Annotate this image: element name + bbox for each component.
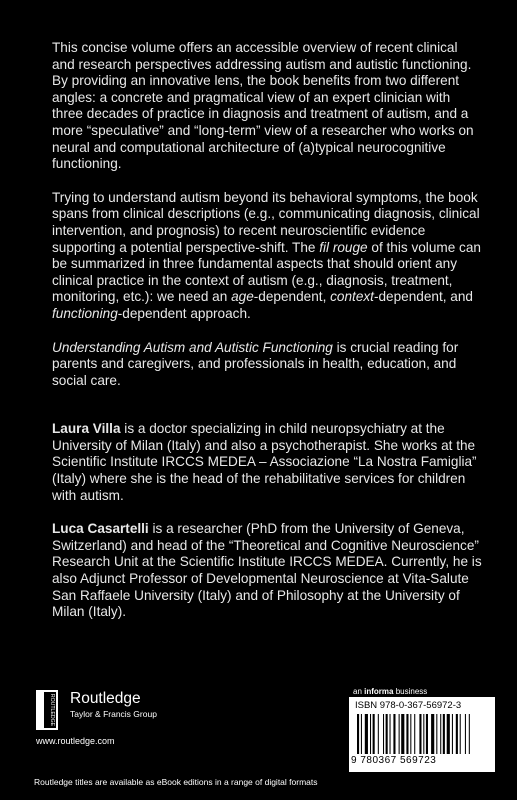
blurb-paragraph-1: This concise volume offers an accessible overview of recent clinical and research perspectives addressing autism and autistic functioning. By providing an innovative lens, the book benefits from two different angles: a concrete and pragmatical view of an expert clinician with three decades of practice in diagnosis and treatment of autism, and a more “speculative” and “long-term” view of a researcher who works on neural and computational architecture of (a)typical neurocognitive functioning. (52, 40, 474, 172)
blurb-italic: fil rouge (319, 239, 368, 255)
ebook-notice: Routledge titles are available as eBook editions in a range of digital formats (34, 777, 318, 787)
barcode-digits: 9 780367 569723 (351, 755, 437, 766)
book-title-italic: Understanding Autism and Autistic Functioning (52, 339, 333, 355)
blurb-italic: age (231, 289, 254, 305)
blurb-paragraph-2 (52, 190, 482, 323)
blurb-text: is crucial reading for parents and caregivers, and professionals in health, education, and social care. (52, 339, 459, 388)
blurb-paragraph-3 (52, 340, 482, 390)
back-cover-text (52, 40, 482, 621)
publisher-name: Routledge (70, 690, 141, 707)
publisher-url: www.routledge.com (36, 736, 115, 746)
logo-lettering: ROUTLEDGE (49, 693, 55, 727)
publisher-block (36, 690, 236, 750)
barcode-icon (357, 714, 491, 754)
blurb-text: -dependent, (253, 289, 331, 305)
blurb-italic: functioning (52, 305, 118, 321)
blurb-italic: context (330, 289, 374, 305)
routledge-logo-icon (36, 690, 58, 730)
blurb-text: of this volume can be summarized in three fundamental aspects that should orient any clinical practice in the context of autism (e.g., diagnosis, treatment, monitoring, etc.): we need an (52, 239, 481, 305)
author-bio-2 (52, 521, 482, 621)
isbn-number: ISBN 978-0-367-56972-3 (355, 700, 462, 711)
author-name: Laura Villa (52, 421, 121, 437)
publisher-subtitle: Taylor & Francis Group (70, 709, 157, 719)
isbn-barcode (349, 697, 495, 772)
informa-business-line (353, 687, 427, 696)
author-bio-text: is a doctor specializing in child neuropsychiatry at the University of Milan (Italy) and also a psychotherapist. She works at the Scientific Institute IRCCS MEDEA – Associazione “La Nostra Famiglia” (Italy) where she is the head of the rehabilitative services for children with autism. (52, 421, 477, 503)
blurb-text: -dependent approach. (117, 305, 251, 321)
author-bio-text: is a researcher (PhD from the University of Geneva, Switzerland) and head of the “Theoretical and Cognitive Neuroscience” Research Unit at the Scientific Institute IRCCS MEDEA. Currently, he is also Adjunct Professor of Developmental Neuroscience at Vita-Salute San Raffaele University (Italy) and of Philosophy at the University of Milan (Italy). (52, 521, 482, 620)
informa-text: business (393, 687, 428, 696)
informa-text: an (353, 687, 365, 696)
informa-brand: informa (364, 687, 394, 696)
blurb-text: -dependent, and (373, 289, 473, 305)
blurb-text: Trying to understand autism beyond its behavioral symptoms, the book spans from clinical descriptions (e.g., communicating diagnosis, clinical intervention, and prognosis) to recent neuroscientific evidence supporting a potential perspective-shift. The (52, 189, 480, 255)
author-name: Luca Casartelli (52, 521, 149, 537)
author-bio-1 (52, 421, 482, 504)
